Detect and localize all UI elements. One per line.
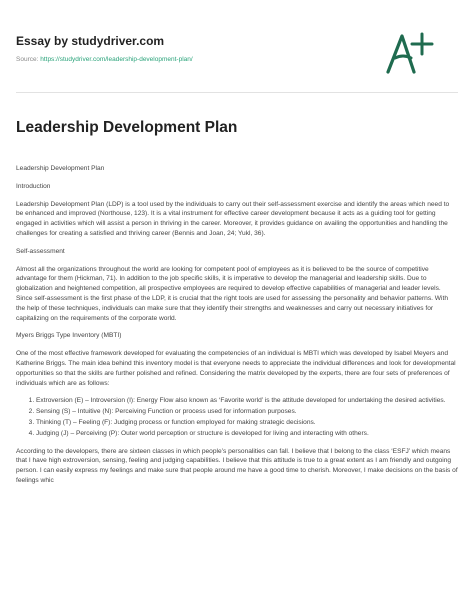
site-title: Essay by studydriver.com bbox=[16, 34, 165, 48]
paragraph: According to the developers, there are sixteen classes in which people’s personalities can fall. I believe that I belong to the class ‘ESFJ’ which means that I have high extroversion, sensing, feeling and judging capabilities. I believe that this attitude is true to a great extent as I am friendly and outgoing person. I can easily express my feelings and make sure that people around me have a good time to cherish. Moreover, I make decisions on the basis of feelings whic bbox=[16, 447, 458, 484]
a-plus-logo-icon bbox=[380, 28, 436, 78]
paragraph: Introduction bbox=[16, 182, 51, 190]
paragraph: Almost all the organizations throughout the world are looking for competent pool of employees as it is believed to be the source of competitive advantage for them (Hickman, 71). In addition to the job specific skills, it is imperative to develop the managerial and leadership skills. Due to globalization and heightened competition, all prospective employees are required to develop effective capabilities of managerial and leader levels. Since self-assessment is the first phase of the LDP, it is crucial that the right tools are used for assessing the personality and behavior patterns. With the help of these techniques, individuals can make sure that they identify their strengths and weaknesses and carry out necessary initiatives for capitalizing on the requirements of the corporate world. bbox=[16, 265, 448, 322]
list-item: 2. Sensing (S) – Intuitive (N): Perceiving Function or process used for information purposes. bbox=[36, 407, 458, 417]
essay-body bbox=[16, 164, 458, 494]
list-item: 4. Judging (J) – Perceiving (P): Outer world perception or structure is developed for living and interacting with others. bbox=[36, 429, 458, 439]
essay-title: Leadership Development Plan bbox=[16, 119, 238, 136]
preference-list bbox=[16, 396, 458, 438]
header-divider bbox=[16, 92, 458, 93]
paragraph: One of the most effective framework developed for evaluating the competencies of an individual is MBTI which was developed by Isabel Meyers and Katherine Briggs. The main idea behind this inventory model is that everyone needs to appreciate the individual differences and look for developmental opportunities so that the skills are further polished and refined. Considering the matrix developed by the experts, there are four sets of preferences of individuals which are as follows: bbox=[16, 350, 456, 387]
list-item: 3. Thinking (T) – Feeling (F): Judging process or function employed for making strategic decisions. bbox=[36, 418, 458, 428]
source-link[interactable]: https://studydriver.com/leadership-development-plan/ bbox=[40, 56, 193, 63]
paragraph: Leadership Development Plan bbox=[16, 165, 105, 172]
paragraph: Leadership Development Plan (LDP) is a tool used by the individuals to carry out their self-assessment exercise and identify the areas which need to be enhanced and improved (Northouse, 123). It is a vital instrument for effective career development because it acts as a guiding tool for getting engaged in activities which will assist a person in thriving in the career. Moreover, it provides guidance on availing the opportunities and handling the challenges for creating a satisfied and thriving career (Bennis and Joan, 24; Yukl, 36). bbox=[16, 200, 450, 237]
paragraph: Myers Briggs Type Inventory (MBTI) bbox=[16, 332, 122, 340]
source-label: Source: bbox=[16, 56, 41, 63]
list-item: 1. Extroversion (E) – Introversion (I): Energy Flow also known as ‘Favorite world’ is the attitude developed for undertaking the desired activities. bbox=[36, 396, 458, 406]
paragraph: Self-assessment bbox=[16, 247, 65, 255]
